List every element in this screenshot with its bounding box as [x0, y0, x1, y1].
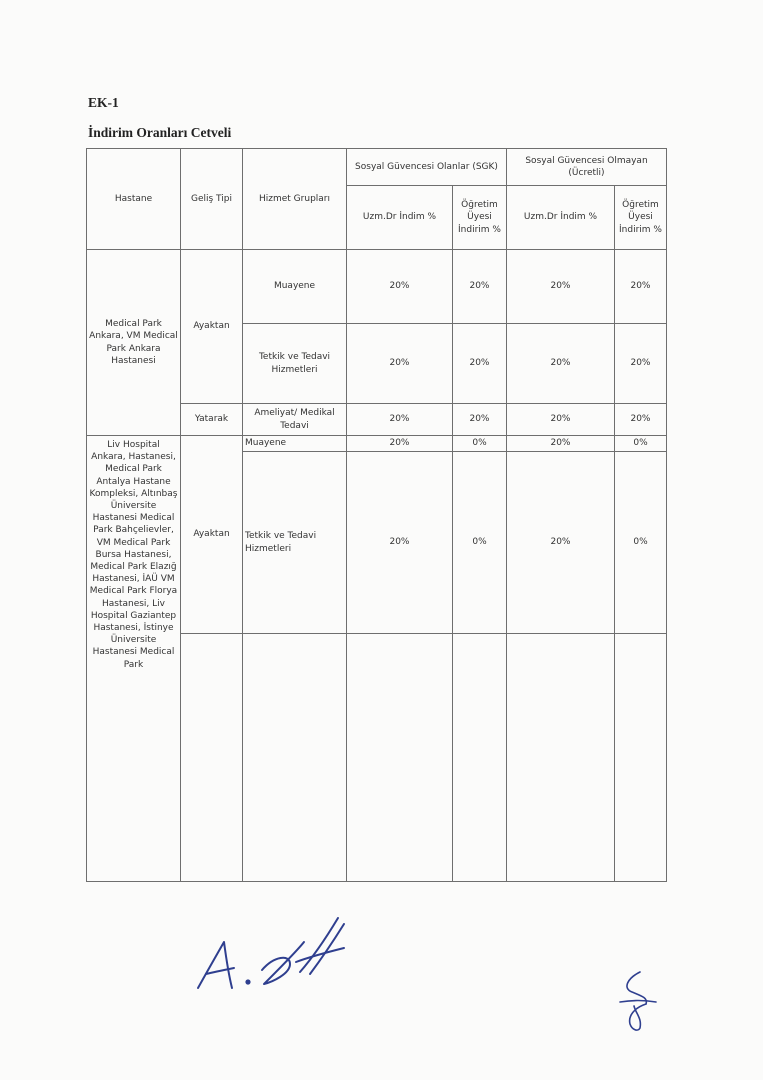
hospital-cell: Liv Hospital Ankara, Hastanesi, Medical Park Antalya Hastane Kompleksi, Altınbaş Üniversite Hastanesi Medical Park Bahçelievler, VM Medical Park Bursa Hastanesi, Medical Park Elazığ Hastanesi, İAÜ VM Medical Park Florya Hastanesi, Liv Hospital Gaziantep Hastanesi, İstinye Üniversite Hastanesi Medical Park — [87, 436, 181, 882]
rate-cell: 20% — [347, 404, 453, 436]
rate-cell: 20% — [615, 324, 667, 404]
rate-cell: 20% — [347, 436, 453, 452]
service-cell: Ameliyat/ Medikal Tedavi — [243, 404, 347, 436]
rate-cell: 20% — [507, 324, 615, 404]
header-sgk-ogretim-uyesi: Öğretim Üyesi İndirim % — [453, 186, 507, 250]
rate-cell: 20% — [453, 404, 507, 436]
rate-cell: 0% — [453, 452, 507, 634]
rate-cell: 20% — [507, 452, 615, 634]
header-ucretli-uzm-dr: Uzm.Dr İndim % — [507, 186, 615, 250]
header-gelis-tipi: Geliş Tipi — [181, 149, 243, 250]
signature-right — [610, 968, 670, 1036]
signature-left — [192, 912, 362, 997]
rate-cell: 20% — [507, 436, 615, 452]
table-row — [87, 436, 667, 452]
header-sgk-uzm-dr: Uzm.Dr İndim % — [347, 186, 453, 250]
empty-cell — [347, 634, 453, 882]
document-title: İndirim Oranları Cetveli — [88, 125, 232, 140]
gelis-tipi-cell: Yatarak — [181, 404, 243, 436]
gelis-tipi-cell: Ayaktan — [181, 250, 243, 404]
header-hizmet-gruplari: Hizmet Grupları — [243, 149, 347, 250]
service-cell: Muayene — [243, 436, 347, 452]
empty-cell — [507, 634, 615, 882]
gelis-tipi-cell: Ayaktan — [181, 436, 243, 634]
service-cell: Tetkik ve Tedavi Hizmetleri — [243, 324, 347, 404]
header-hastane: Hastane — [87, 149, 181, 250]
header-ucretli-group: Sosyal Güvencesi Olmayan (Ücretli) — [507, 149, 667, 186]
empty-cell — [615, 634, 667, 882]
header-sgk-group: Sosyal Güvencesi Olanlar (SGK) — [347, 149, 507, 186]
rate-cell: 20% — [615, 250, 667, 324]
rate-cell: 0% — [615, 452, 667, 634]
rate-cell: 20% — [453, 250, 507, 324]
rate-cell: 20% — [347, 324, 453, 404]
hospital-cell: Medical Park Ankara, VM Medical Park Ankara Hastanesi — [87, 250, 181, 436]
service-cell: Muayene — [243, 250, 347, 324]
rate-cell: 20% — [347, 250, 453, 324]
document-label: EK-1 — [88, 95, 119, 110]
empty-cell — [181, 634, 243, 882]
rate-cell: 20% — [507, 404, 615, 436]
rate-cell: 20% — [453, 324, 507, 404]
rate-cell: 0% — [615, 436, 667, 452]
rate-cell: 0% — [453, 436, 507, 452]
empty-cell — [453, 634, 507, 882]
service-cell: Tetkik ve Tedavi Hizmetleri — [243, 452, 347, 634]
discount-rates-table — [86, 148, 667, 882]
header-ucretli-ogretim-uyesi: Öğretim Üyesi İndirim % — [615, 186, 667, 250]
table-row — [87, 250, 667, 324]
empty-cell — [243, 634, 347, 882]
header-row-1 — [87, 149, 667, 186]
rate-cell: 20% — [615, 404, 667, 436]
rate-cell: 20% — [507, 250, 615, 324]
rate-cell: 20% — [347, 452, 453, 634]
